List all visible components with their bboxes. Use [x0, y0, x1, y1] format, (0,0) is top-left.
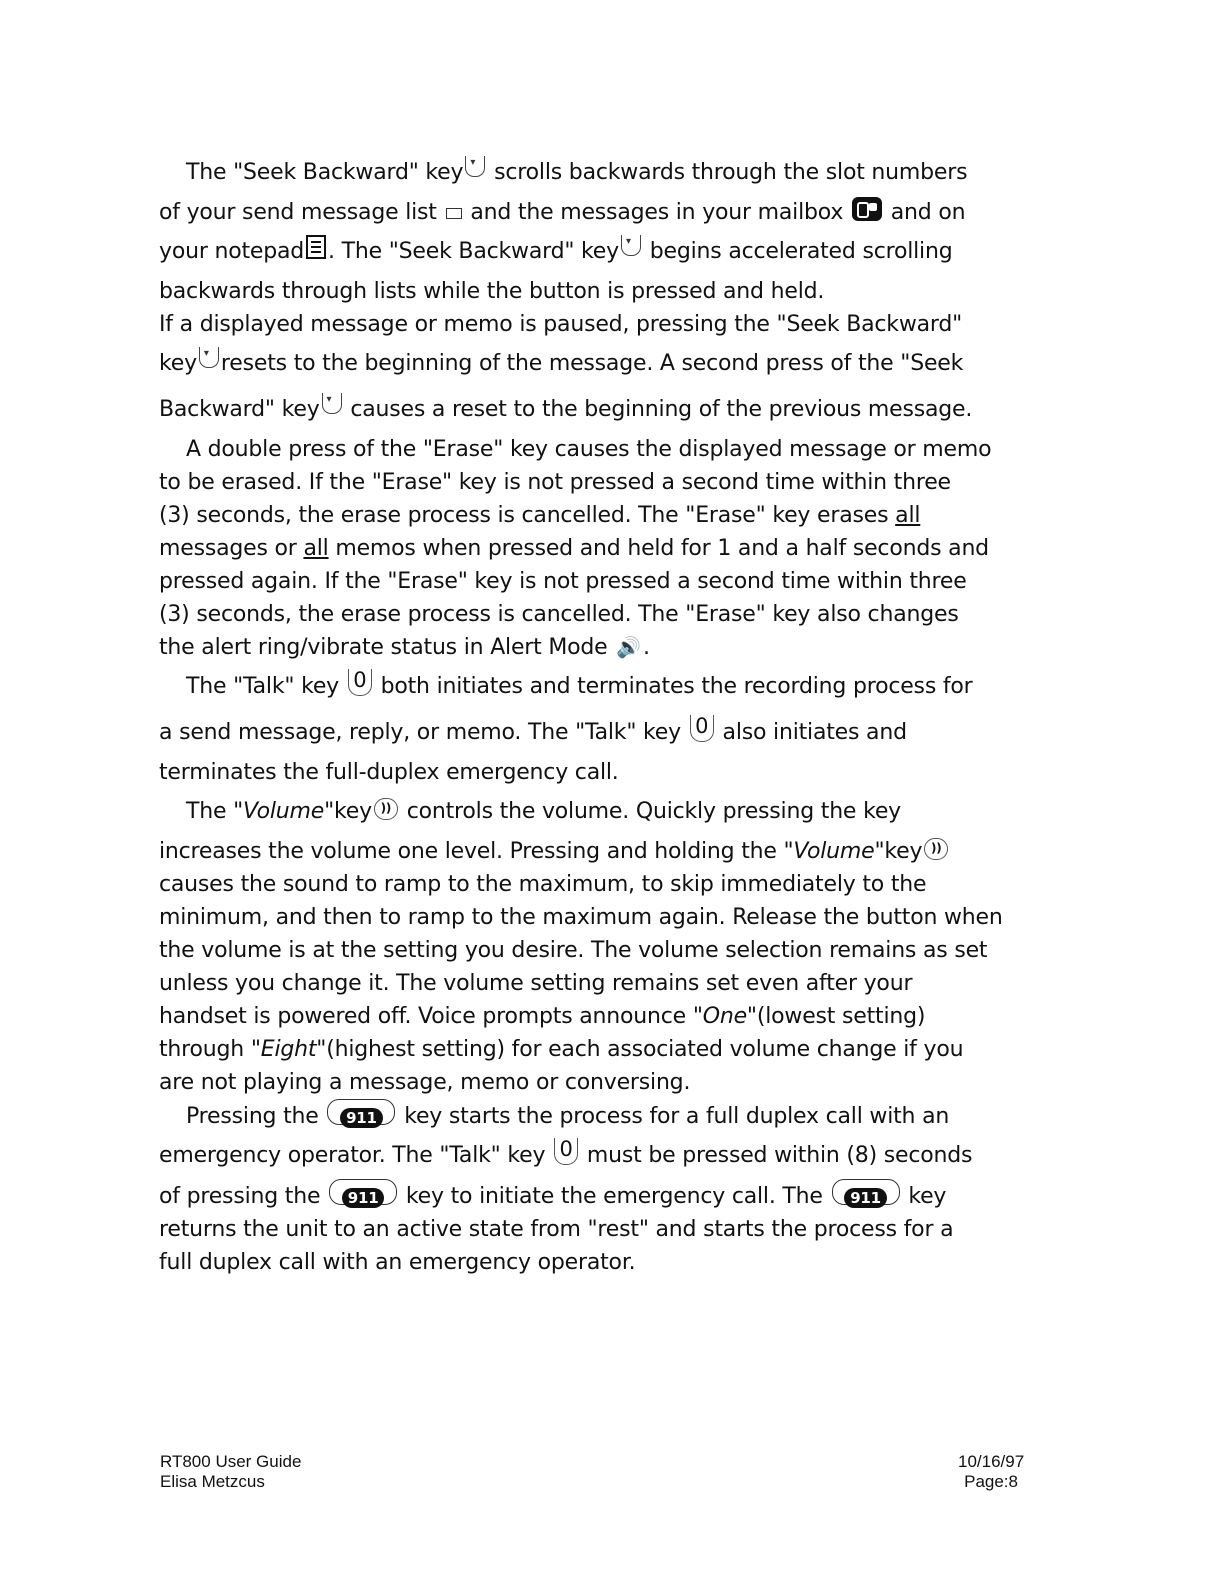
text: must be pressed within (8) seconds: [586, 1143, 973, 1168]
text: The "Talk" key: [186, 674, 339, 699]
text: scrolls backwards through the slot numbers: [494, 160, 968, 185]
emergency-911-key-icon: [832, 1179, 900, 1205]
text: of your send message list: [159, 200, 437, 225]
underlined-text: all: [303, 536, 329, 561]
key-label: 911: [342, 1188, 385, 1208]
volume-key-icon: )): [924, 838, 948, 860]
volume-key-icon: )): [374, 798, 398, 820]
emergency-911-key-icon: [329, 1179, 397, 1205]
footer-author: Elisa Metzcus: [160, 1472, 265, 1491]
italic-text: "Eight": [250, 1037, 327, 1062]
text: your notepad: [159, 239, 305, 264]
text: key to initiate the emergency call. The: [405, 1184, 823, 1209]
footer-page: Page:8: [964, 1472, 1018, 1491]
envelope-icon: [446, 208, 462, 219]
text: begins accelerated scrolling: [649, 239, 953, 264]
text: .: [643, 635, 650, 660]
text: and the messages in your mailbox: [470, 200, 844, 225]
text: to be erased. If the "Erase" key is not pressed a second time within three: [159, 470, 951, 495]
text: causes the sound to ramp to the maximum, to skip immediately to the: [159, 872, 927, 897]
notepad-icon: [306, 235, 326, 259]
talk-key-icon: 0: [690, 715, 714, 742]
text: . The "Seek Backward" key: [328, 239, 619, 264]
text: (highest setting) for each associated volume change if you: [326, 1037, 964, 1062]
text: both initiates and terminates the recording process for: [380, 674, 973, 699]
italic-text: "One": [692, 1004, 757, 1029]
italic-text: "Volume": [233, 799, 335, 824]
text: handset is powered off. Voice prompts announce: [159, 1004, 687, 1029]
seek-backward-key-icon: [199, 347, 219, 368]
text: A double press of the "Erase" key causes the displayed message or memo: [186, 437, 992, 462]
talk-key-icon: 0: [348, 669, 372, 696]
emergency-911-key-icon: [327, 1099, 395, 1125]
text: pressed again. If the "Erase" key is not pressed a second time within three: [159, 569, 967, 594]
text: backwards through lists while the button is pressed and held.: [159, 279, 825, 304]
seek-backward-key-icon: [322, 393, 342, 414]
text: key: [159, 351, 197, 376]
paragraph-erase: [159, 433, 1039, 664]
footer-date: 10/16/97: [958, 1452, 1025, 1471]
paragraph-emergency: [159, 1099, 1039, 1279]
paragraph-seek-backward: [159, 150, 1039, 433]
text: key starts the process for a full duplex call with an: [404, 1104, 950, 1129]
key-label: 911: [340, 1108, 383, 1128]
text: the volume is at the setting you desire. The volume selection remains as set: [159, 938, 988, 963]
text: full duplex call with an emergency operator.: [159, 1250, 636, 1275]
text: a send message, reply, or memo. The "Talk" key: [159, 720, 681, 745]
body-text: [159, 150, 1039, 1279]
text: unless you change it. The volume setting remains set even after your: [159, 971, 913, 996]
text: increases the volume one level. Pressing and holding the: [159, 839, 777, 864]
speaker-icon: 🔊: [616, 635, 641, 659]
text: minimum, and then to ramp to the maximum again. Release the button when: [159, 905, 1003, 930]
seek-backward-key-icon: [465, 156, 485, 177]
footer-right: [958, 1452, 1025, 1492]
text: memos when pressed and held for 1 and a half seconds and: [335, 536, 989, 561]
text: of pressing the: [159, 1184, 321, 1209]
text: key: [908, 1184, 947, 1209]
text: key: [884, 839, 923, 864]
italic-text: "Volume": [783, 839, 885, 864]
text: If a displayed message or memo is paused, pressing the "Seek Backward": [159, 312, 963, 337]
text: controls the volume. Quickly pressing the key: [406, 799, 901, 824]
text: The "Seek Backward" key: [186, 160, 464, 185]
text: resets to the beginning of the message. A second press of the "Seek: [220, 351, 964, 376]
text: Backward" key: [159, 397, 320, 422]
text: key: [334, 799, 372, 824]
text: messages or: [159, 536, 297, 561]
text: emergency operator. The "Talk" key: [159, 1143, 546, 1168]
key-label: 911: [844, 1188, 887, 1208]
text: Pressing the: [186, 1104, 319, 1129]
text: (3) seconds, the erase process is cancelled. The "Erase" key also changes: [159, 602, 959, 627]
text: are not playing a message, memo or conversing.: [159, 1070, 691, 1095]
footer-title: RT800 User Guide: [160, 1452, 302, 1471]
text: returns the unit to an active state from "rest" and starts the process for a: [159, 1217, 954, 1242]
underlined-text: all: [895, 503, 921, 528]
mailbox-icon: [852, 197, 882, 221]
seek-backward-key-icon: [621, 235, 641, 256]
text: causes a reset to the beginning of the previous message.: [350, 397, 973, 422]
talk-key-icon: 0: [554, 1138, 578, 1165]
text: the alert ring/vibrate status in Alert Mode: [159, 635, 608, 660]
text: and on: [890, 200, 966, 225]
text: (lowest setting): [756, 1004, 926, 1029]
paragraph-volume: [159, 789, 1039, 1099]
text: The: [186, 799, 227, 824]
footer-left: [160, 1452, 301, 1492]
text: terminates the full-duplex emergency call.: [159, 760, 619, 785]
text: (3) seconds, the erase process is cancelled. The "Erase" key erases: [159, 503, 889, 528]
text: through: [159, 1037, 245, 1062]
text: also initiates and: [722, 720, 907, 745]
paragraph-talk: [159, 664, 1039, 789]
